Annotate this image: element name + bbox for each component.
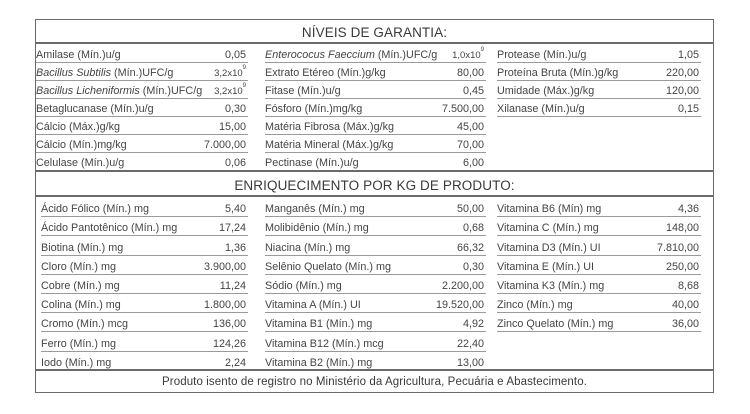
row-label: Vitamina A (Mín.) UI xyxy=(265,299,361,312)
row-label: Sódio (Mín.) mg xyxy=(265,279,342,292)
row-label: Vitamina C (Mín.) mg xyxy=(497,222,599,235)
row-value: 66,32 xyxy=(456,241,484,254)
table-row xyxy=(41,313,248,332)
table-row xyxy=(265,153,486,171)
row-value: 0,05 xyxy=(224,49,246,61)
row-value: 11,24 xyxy=(219,279,246,292)
row-label: Extrato Etéreo (Mín.)g/kg xyxy=(265,67,386,79)
table-row xyxy=(265,99,486,117)
row-value: 36,00 xyxy=(671,318,699,331)
row-label: Umidade (Máx.)g/kg xyxy=(497,85,595,97)
table-row xyxy=(265,236,486,255)
row-label: Ferro (Mín.) mg xyxy=(41,337,116,350)
table-row xyxy=(265,198,486,217)
row-label: Enterococus Faeccium (Mín.)UFC/g xyxy=(265,49,438,61)
row-label: Bacillus Licheniformis (Mín.)UFC/g xyxy=(36,85,203,97)
table-row xyxy=(36,45,248,63)
row-label: Ácido Fólico (Mín.) mg xyxy=(41,203,149,216)
row-label: Cálcio (Mín.)mg/kg xyxy=(36,139,127,151)
row-value: 40,00 xyxy=(671,299,699,312)
row-value: 2,24 xyxy=(224,356,246,369)
row-label: Proteína Bruta (Mín.)g/kg xyxy=(497,67,619,79)
table-row xyxy=(497,236,701,255)
row-value: 7.810,00 xyxy=(656,241,699,254)
table-row xyxy=(497,99,701,117)
row-value: 148,00 xyxy=(665,222,699,235)
row-value: 45,00 xyxy=(456,121,484,133)
table-row xyxy=(265,275,486,294)
table-row xyxy=(36,117,248,135)
table-row xyxy=(265,313,486,332)
table-row xyxy=(265,256,486,275)
table-row xyxy=(36,99,248,117)
table-row xyxy=(36,63,248,81)
footer-note: Produto isento de registro no Ministério da Agricultura, Pecuária e Abastecimento. xyxy=(36,369,713,393)
row-value: 0,30 xyxy=(462,260,484,273)
row-value: 220,00 xyxy=(665,67,699,79)
row-value: 7.500,00 xyxy=(441,103,484,115)
enrichment-column-3 xyxy=(497,198,701,332)
nutrition-label-table xyxy=(35,19,714,393)
row-value: 13,00 xyxy=(456,356,484,369)
row-value: 124,26 xyxy=(212,337,246,350)
row-value: 4,92 xyxy=(462,318,484,331)
guarantee-column-1 xyxy=(36,45,248,171)
table-row xyxy=(497,198,701,217)
row-label: Vitamina D3 (Mín.) UI xyxy=(497,241,601,254)
row-value: 70,00 xyxy=(456,139,484,151)
guarantee-column-3 xyxy=(497,45,701,117)
row-label: Vitamina B2 (Mín.) mg xyxy=(265,356,373,369)
table-row xyxy=(41,236,248,255)
row-label: Niacina (Mín.) mg xyxy=(265,241,351,254)
row-label: Vitamina E (Mín.) UI xyxy=(497,260,594,273)
row-value: 2.200,00 xyxy=(441,279,484,292)
row-value: 19.520,00 xyxy=(435,299,484,312)
row-value: 1,05 xyxy=(677,49,699,61)
guarantee-title: NÍVEIS DE GARANTIA: xyxy=(36,20,713,44)
row-value: 0,68 xyxy=(462,222,484,235)
row-label: Amilase (Mín.)u/g xyxy=(36,49,121,61)
row-value: 250,00 xyxy=(665,260,699,273)
row-value: 15,00 xyxy=(218,121,246,133)
table-row xyxy=(41,332,248,351)
row-label: Vitamina B1 (Mín.) mg xyxy=(265,318,373,331)
table-row xyxy=(41,352,248,371)
row-value: $3,2x10^9$ xyxy=(214,65,246,79)
row-label: Bacillus Subtilis (Mín.)UFC/g xyxy=(36,67,174,79)
row-value: 8,68 xyxy=(677,279,699,292)
row-label: Matéria Mineral (Máx.)g/kg xyxy=(265,139,394,151)
table-row xyxy=(265,45,486,63)
table-row xyxy=(265,117,486,135)
row-label: Xilanase (Mín.)u/g xyxy=(497,103,585,115)
row-label: Vitamina B6 (Mín) mg xyxy=(497,203,602,216)
row-label: Vitamina K3 (Mín.) mg xyxy=(497,279,605,292)
row-label: Vitamina B12 (Mín.) mcg xyxy=(265,337,384,350)
row-label: Matéria Fibrosa (Máx.)g/kg xyxy=(265,121,394,133)
row-value: 17,24 xyxy=(218,222,246,235)
row-label: Zinco Quelato (Mín.) mg xyxy=(497,318,614,331)
row-label: Protease (Mín.)u/g xyxy=(497,49,587,61)
row-value: 80,00 xyxy=(456,67,484,79)
table-row xyxy=(36,135,248,153)
enrichment-title: ENRIQUECIMENTO POR KG DE PRODUTO: xyxy=(36,170,713,197)
row-value: 50,00 xyxy=(456,203,484,216)
guarantee-column-2 xyxy=(265,45,486,171)
table-row xyxy=(497,294,701,313)
table-row xyxy=(497,81,701,99)
row-label: Colina (Mín.) mg xyxy=(41,299,121,312)
row-value: 4,36 xyxy=(677,203,699,216)
row-value: 22,40 xyxy=(456,337,484,350)
row-label: Cloro (Mín.) mg xyxy=(41,260,116,273)
row-label: Cromo (Mín.) mcg xyxy=(41,318,128,331)
enrichment-column-2 xyxy=(265,198,486,371)
row-value: 120,00 xyxy=(665,85,699,97)
table-row xyxy=(265,135,486,153)
table-row xyxy=(36,153,248,171)
table-row xyxy=(265,352,486,371)
table-row xyxy=(265,294,486,313)
table-row xyxy=(497,275,701,294)
row-label: Selênio Quelato (Mín.) mg xyxy=(265,260,392,273)
row-label: Ácido Pantotênico (Mín.) mg xyxy=(41,222,178,235)
table-row xyxy=(41,256,248,275)
row-value: 0,15 xyxy=(677,103,699,115)
table-row xyxy=(497,45,701,63)
table-row xyxy=(497,217,701,236)
row-label: Betaglucanase (Mín.)u/g xyxy=(36,103,154,115)
row-label: Cobre (Mín.) mg xyxy=(41,279,120,292)
row-value: 3.900,00 xyxy=(203,260,246,273)
table-row xyxy=(497,313,701,332)
table-row xyxy=(41,217,248,236)
table-row xyxy=(41,198,248,217)
table-row xyxy=(265,217,486,236)
table-row xyxy=(497,256,701,275)
table-row xyxy=(265,81,486,99)
row-label: Zinco (Mín.) mg xyxy=(497,299,573,312)
row-value: 5,40 xyxy=(224,203,246,216)
row-label: Fitase (Mín.)u/g xyxy=(265,85,341,97)
row-label: Cálcio (Máx.)g/kg xyxy=(36,121,120,133)
row-label: Celulase (Mín.)u/g xyxy=(36,157,125,169)
table-row xyxy=(41,294,248,313)
row-value: 0,06 xyxy=(224,157,246,169)
row-label: Fósforo (Mín.)mg/kg xyxy=(265,103,363,115)
table-row xyxy=(265,63,486,81)
table-row xyxy=(41,275,248,294)
row-value: 0,30 xyxy=(224,103,246,115)
row-label: Biotina (Mín.) mg xyxy=(41,241,124,254)
row-label: Pectinase (Mín.)u/g xyxy=(265,157,359,169)
row-value: 6,00 xyxy=(462,157,484,169)
row-label: Iodo (Mín.) mg xyxy=(41,356,112,369)
enrichment-column-1 xyxy=(41,198,248,371)
table-row xyxy=(265,332,486,351)
row-value: $1,0x10^9$ xyxy=(452,47,484,61)
row-label: Manganês (Mín.) mg xyxy=(265,203,365,216)
row-value: 136,00 xyxy=(212,318,246,331)
table-row xyxy=(36,81,248,99)
row-value: $3,2x10^9$ xyxy=(214,83,246,97)
row-value: 1.800,00 xyxy=(203,299,246,312)
row-value: 1,36 xyxy=(224,241,246,254)
row-label: Molibidênio (Mín.) mg xyxy=(265,222,369,235)
row-value: 7.000,00 xyxy=(203,139,246,151)
table-row xyxy=(497,63,701,81)
row-value: 0,45 xyxy=(462,85,484,97)
